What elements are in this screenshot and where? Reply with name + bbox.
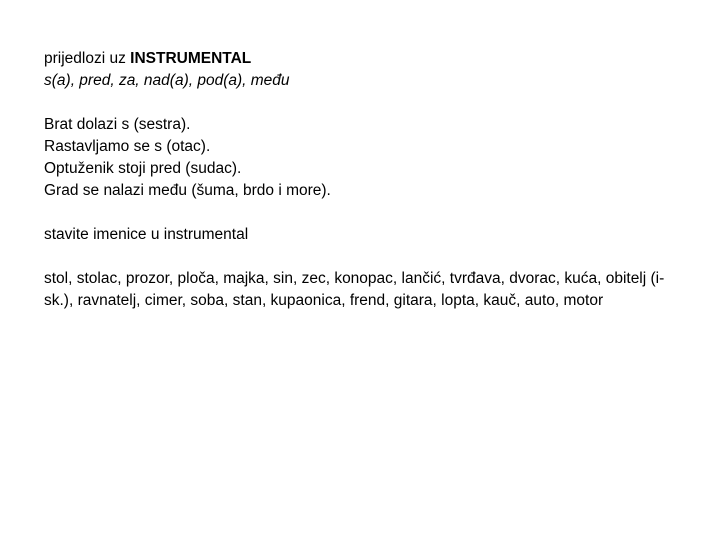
heading-prefix: prijedlozi uz [44, 50, 131, 67]
instruction-text: stavite imenice u instrumental [44, 226, 249, 243]
exercise-sentence: Rastavljamo se s (otac). [44, 138, 211, 155]
spacer [44, 92, 684, 114]
heading-keyword: INSTRUMENTAL [130, 50, 252, 67]
exercise-sentence: Optuženik stoji pred (sudac). [44, 160, 242, 177]
heading-line [44, 48, 684, 70]
noun-list: stol, stolac, prozor, ploča, majka, sin, zec, konopac, lančić, tvrđava, dvorac, kuća, obitelj (i-sk.), ravnatelj, cimer, soba, stan, kupaonica, frend, gitara, lopta, kauč, auto, motor [44, 270, 665, 309]
spacer [44, 246, 684, 268]
spacer [44, 202, 684, 224]
prepositions-list: s(a), pred, za, nad(a), pod(a), među [44, 72, 290, 89]
exercise-sentence: Brat dolazi s (sestra). [44, 116, 191, 133]
exercise-sentence: Grad se nalazi među (šuma, brdo i more). [44, 182, 331, 199]
slide-content [44, 48, 684, 312]
